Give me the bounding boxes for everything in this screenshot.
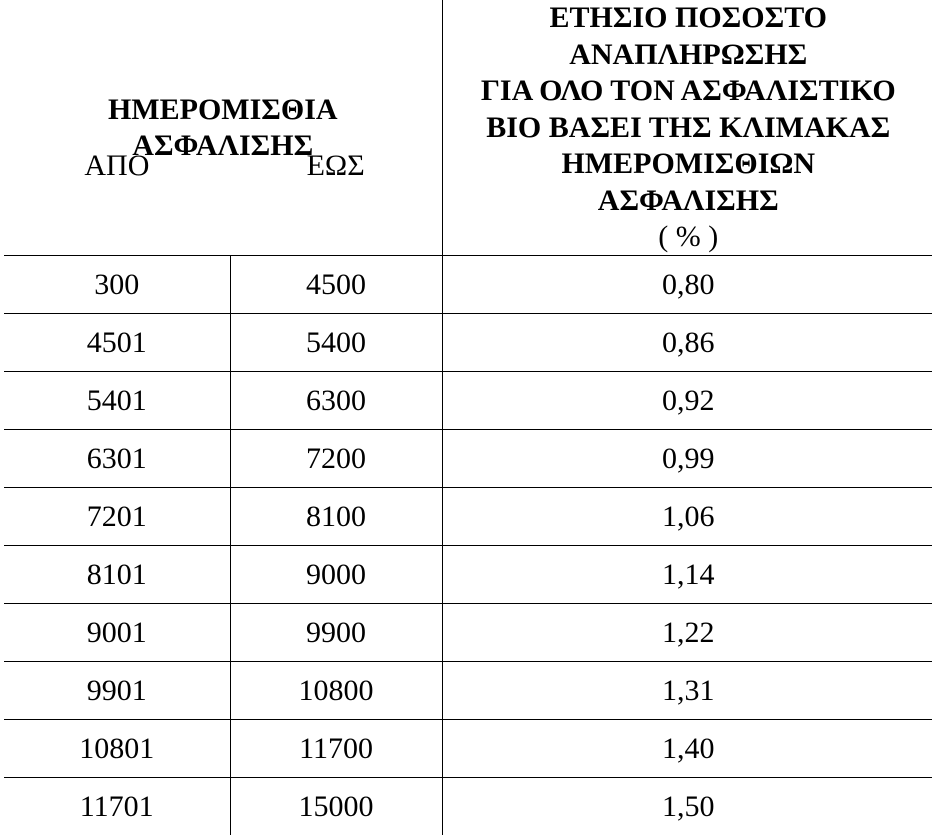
annual-rate-title-line-2: ΑΝΑΠΛΗΡΩΣΗΣ [569, 37, 808, 71]
to-cell [230, 430, 442, 488]
rate-value: 1,50 [662, 789, 715, 823]
from-value: 300 [94, 267, 140, 301]
annual-rate-title-line-4: ΒΙΟ ΒΑΣΕΙ ΤΗΣ ΚΛΙΜΑΚΑΣ [486, 110, 891, 144]
from-value: 10801 [79, 731, 155, 765]
from-cell [4, 256, 230, 314]
from-cell [4, 778, 230, 836]
annual-rate-header [442, 0, 932, 256]
to-value: 4500 [306, 267, 366, 301]
rate-cell [442, 488, 932, 546]
percent-unit-label: ( % ) [658, 220, 719, 253]
annual-rate-title-line-5: ΗΜΕΡΟΜΙΣΘΙΩΝ [561, 147, 816, 180]
annual-rate-title [443, 0, 932, 219]
range-subheaders [4, 148, 442, 184]
rate-value: 0,86 [662, 325, 715, 359]
from-value: 8101 [86, 557, 147, 591]
to-value: 15000 [298, 789, 374, 823]
table-row [4, 488, 932, 546]
from-value: 7201 [86, 499, 147, 533]
to-cell [230, 604, 442, 662]
from-value: 9001 [86, 615, 147, 649]
insurance-days-header [4, 0, 442, 256]
to-cell [230, 256, 442, 314]
annual-rate-title-line-1: ΕΤΗΣΙΟ ΠΟΣΟΣΤΟ [549, 1, 828, 34]
rate-value: 1,40 [662, 731, 715, 765]
to-value: 5400 [306, 325, 366, 359]
rate-cell [442, 256, 932, 314]
rate-cell [442, 662, 932, 720]
to-value: 7200 [306, 441, 366, 475]
rate-cell [442, 604, 932, 662]
to-cell [230, 662, 442, 720]
rate-cell [442, 372, 932, 430]
insurance-days-title-line-2: ΑΣΦΑΛΙΣΗΣ [132, 128, 314, 162]
to-value: 9900 [306, 615, 366, 649]
table-row [4, 778, 932, 836]
from-value: 11701 [79, 789, 154, 823]
from-cell [4, 372, 230, 430]
from-column-header: ΑΠΟ [84, 149, 150, 182]
from-cell [4, 662, 230, 720]
table-row [4, 372, 932, 430]
table-row [4, 256, 932, 314]
from-value: 5401 [86, 383, 147, 417]
from-value: 4501 [86, 325, 147, 359]
from-cell [4, 604, 230, 662]
from-value: 9901 [86, 673, 147, 707]
to-cell [230, 778, 442, 836]
to-value: 10800 [298, 673, 374, 707]
rate-value: 1,22 [662, 615, 715, 649]
to-value: 6300 [306, 383, 366, 417]
annual-rate-title-line-3: ΓΙΑ ΟΛΟ ΤΟΝ ΑΣΦΑΛΙΣΤΙΚΟ [480, 74, 896, 107]
replacement-rate-table [4, 0, 932, 835]
rate-cell [442, 720, 932, 778]
rate-value: 1,06 [662, 499, 715, 533]
rate-cell [442, 430, 932, 488]
rate-cell [442, 314, 932, 372]
to-cell [230, 488, 442, 546]
rate-value: 1,31 [662, 673, 715, 707]
table-row [4, 546, 932, 604]
annual-rate-title-line-6: ΑΣΦΑΛΙΣΗΣ [597, 183, 779, 217]
from-cell [4, 720, 230, 778]
from-cell [4, 488, 230, 546]
table-row [4, 720, 932, 778]
rate-value: 0,99 [662, 441, 715, 475]
table-row [4, 430, 932, 488]
rate-value: 0,80 [662, 267, 715, 301]
rate-value: 1,14 [662, 557, 715, 591]
from-cell [4, 430, 230, 488]
to-cell [230, 314, 442, 372]
rate-cell [442, 778, 932, 836]
from-cell [4, 314, 230, 372]
to-value: 8100 [306, 499, 366, 533]
table-row [4, 662, 932, 720]
from-value: 6301 [86, 441, 147, 475]
insurance-days-title-line-1: ΗΜΕΡΟΜΙΣΘΙΑ [107, 92, 338, 126]
rate-cell [442, 546, 932, 604]
table-row [4, 314, 932, 372]
table-row [4, 604, 932, 662]
to-value: 9000 [306, 557, 366, 591]
to-column-header: ΕΩΣ [306, 149, 365, 182]
to-cell [230, 720, 442, 778]
to-cell [230, 546, 442, 604]
from-cell [4, 546, 230, 604]
table-header-row [4, 0, 932, 256]
to-value: 11700 [299, 731, 373, 765]
to-cell [230, 372, 442, 430]
rate-value: 0,92 [662, 383, 715, 417]
